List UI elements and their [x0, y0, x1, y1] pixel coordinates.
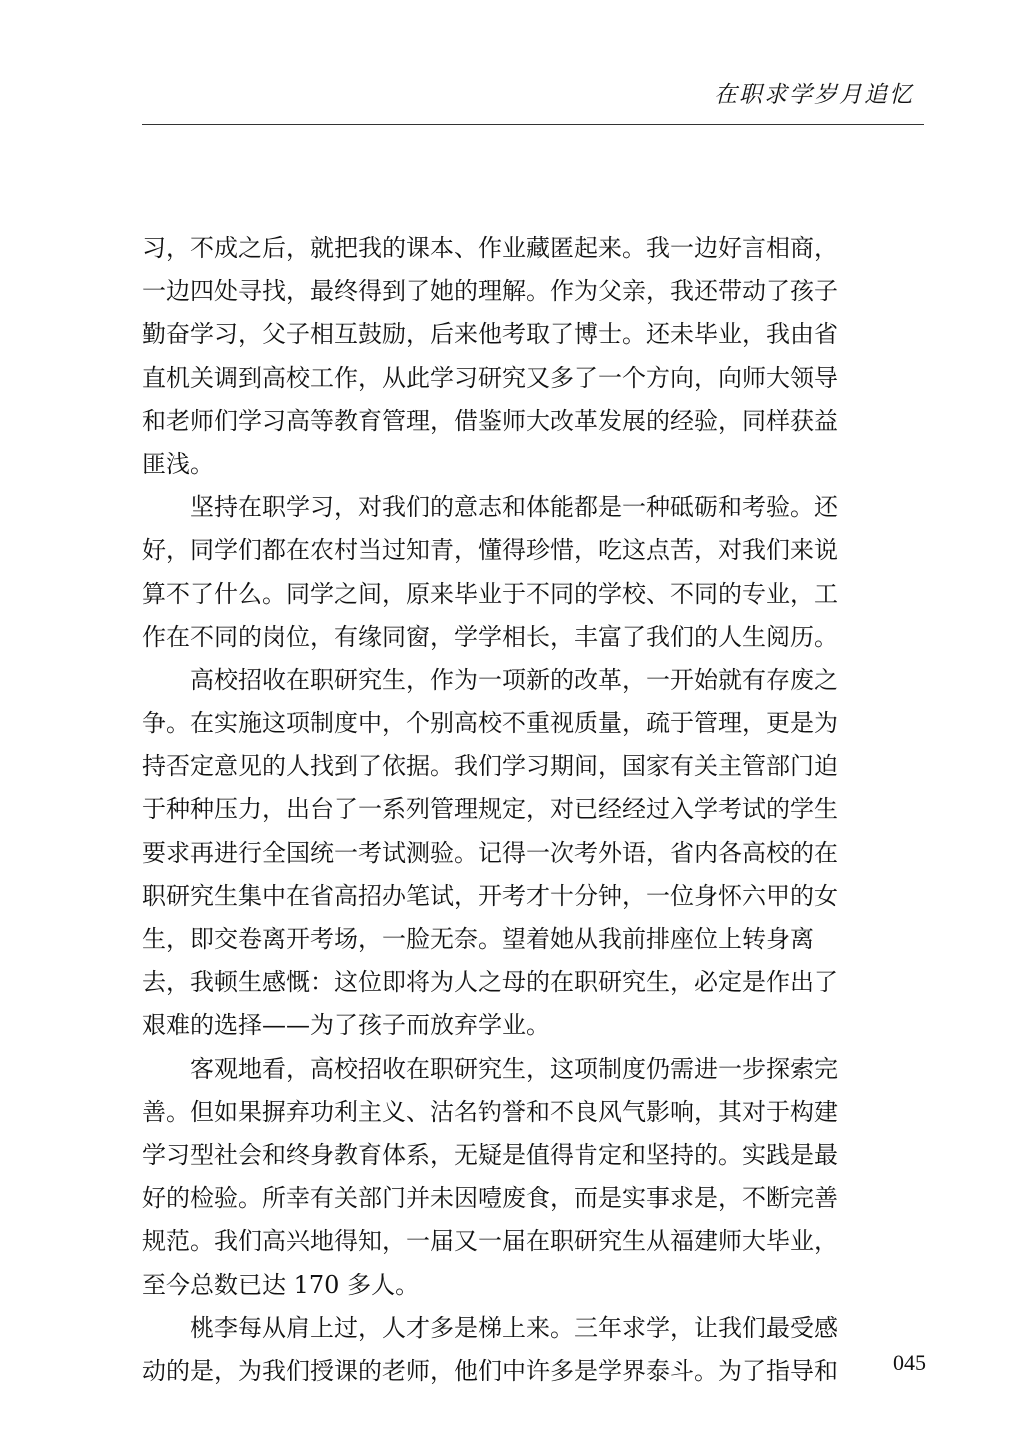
text-line: 学习型社会和终身教育体系，无疑是值得肯定和坚持的。实践是最: [142, 1140, 838, 1169]
text-line: 直机关调到高校工作，从此学习研究又多了一个方向，向师大领导: [142, 363, 838, 392]
text-line: 匪浅。: [142, 449, 214, 478]
text-line: 于种种压力，出台了一系列管理规定，对已经经过入学考试的学生: [142, 795, 838, 824]
text-line: 勤奋学习，父子相互鼓励，后来他考取了博士。还未毕业，我由省: [142, 320, 838, 349]
text-line: 要求再进行全国统一考试测验。记得一次考外语，省内各高校的在: [142, 838, 838, 867]
text-line: 高校招收在职研究生，作为一项新的改革，一开始就有存废之: [190, 665, 838, 694]
body-text: [142, 227, 884, 1393]
text-line: 一边四处寻找，最终得到了她的理解。作为父亲，我还带动了孩子: [142, 277, 838, 306]
text-line: 作在不同的岗位，有缘同窗，学学相长，丰富了我们的人生阅历。: [142, 622, 838, 651]
text-line: 艰难的选择——为了孩子而放弃学业。: [142, 1011, 550, 1040]
text-line: 规范。我们高兴地得知，一届又一届在职研究生从福建师大毕业，: [142, 1227, 838, 1256]
text-line: 去，我顿生感慨：这位即将为人之母的在职研究生，必定是作出了: [142, 968, 838, 997]
text-line: 至今总数已达 170 多人。: [142, 1270, 420, 1299]
text-line: 生，即交卷离开考场，一脸无奈。望着她从我前排座位上转身离: [142, 925, 814, 953]
text-line: 善。但如果摒弃功利主义、沽名钓誉和不良风气影响，其对于构建: [142, 1097, 838, 1126]
text-line: 动的是，为我们授课的老师，他们中许多是学界泰斗。为了指导和: [142, 1356, 838, 1385]
text-line: 职研究生集中在省高招办笔试，开考才十分钟，一位身怀六甲的女: [142, 881, 838, 910]
text-line: 客观地看，高校招收在职研究生，这项制度仍需进一步探索完: [190, 1054, 838, 1083]
text-line: 算不了什么。同学之间，原来毕业于不同的学校、不同的专业，工: [142, 579, 838, 608]
text-line: 好的检验。所幸有关部门并未因噎废食，而是实事求是，不断完善: [142, 1184, 838, 1213]
running-header-title: 在职求学岁月追忆: [714, 82, 914, 108]
text-line: 争。在实施这项制度中，个别高校不重视质量，疏于管理，更是为: [142, 709, 838, 738]
text-line: 习，不成之后，就把我的课本、作业藏匿起来。我一边好言相商，: [142, 234, 838, 262]
text-line: 持否定意见的人找到了依据。我们学习期间，国家有关主管部门迫: [142, 752, 838, 781]
text-line: 好，同学们都在农村当过知青，懂得珍惜，吃这点苦，对我们来说: [142, 536, 838, 565]
text-line: 坚持在职学习，对我们的意志和体能都是一种砥砺和考验。还: [190, 493, 838, 522]
header-rule: [142, 124, 924, 125]
text-line: 和老师们学习高等教育管理，借鉴师大改革发展的经验，同样获益: [142, 406, 838, 435]
text-line: 桃李每从肩上过，人才多是梯上来。三年求学，让我们最受感: [190, 1313, 838, 1342]
page-number: 045: [893, 1350, 926, 1375]
